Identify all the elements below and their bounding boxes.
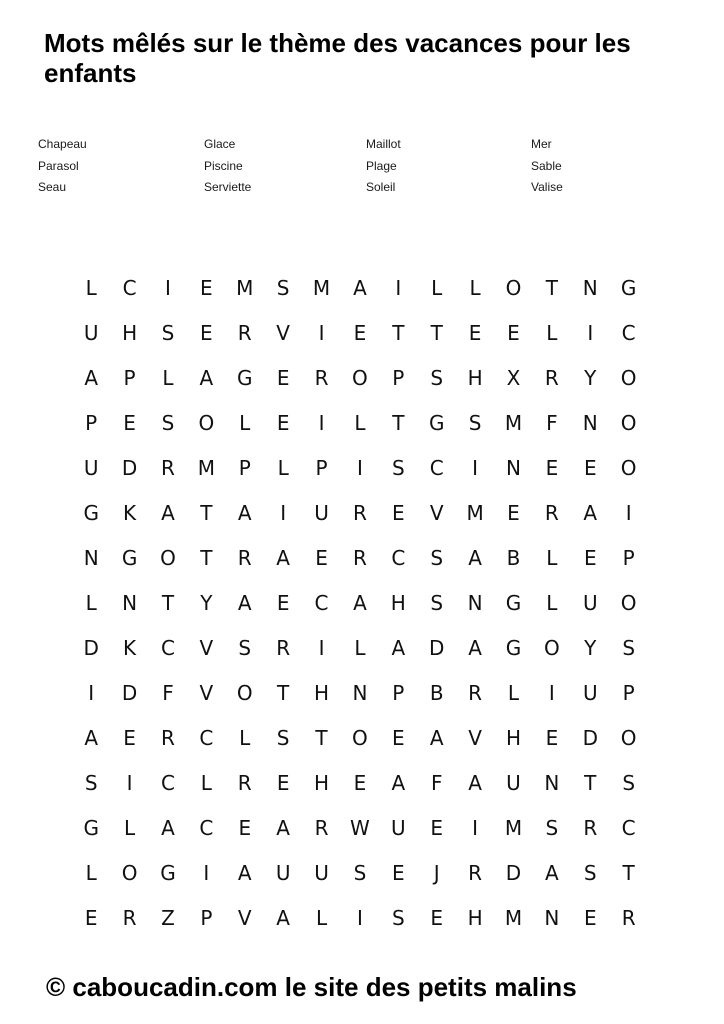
grid-letter: R [122,906,137,930]
grid-letter: D [505,861,522,885]
grid-letter: S [545,816,559,840]
grid-letter: C [314,591,329,615]
grid-letter: E [276,771,290,795]
grid-letter: H [122,321,138,345]
grid-letter: A [276,816,290,840]
grid-letter: A [237,591,252,615]
grid-letter: P [200,906,213,930]
grid-letter: L [239,411,251,435]
grid-letter: E [84,906,98,930]
grid-letter: A [161,501,175,525]
grid-row [72,446,648,491]
grid-letter: I [356,906,363,930]
grid-letter: F [430,771,443,795]
grid-letter: U [582,591,598,615]
grid-letter: G [160,861,176,885]
grid-letter: A [276,906,290,930]
word-item: Piscine [204,158,243,173]
word-item: Glace [204,137,236,151]
grid-letter: R [161,456,175,480]
word-column-3 [366,134,516,199]
grid-letter: L [315,906,328,930]
word-column-1 [38,134,188,199]
grid-letter: S [84,771,98,795]
grid-letter: L [85,591,97,615]
grid-letter: R [237,321,252,345]
grid-letter: I [126,771,133,795]
grid-letter: V [429,501,444,525]
word-column-4 [531,134,681,199]
grid-letter: D [429,636,445,660]
grid-letter: N [544,771,560,795]
grid-letter: T [392,411,405,435]
grid-row [72,851,648,896]
grid-row [72,401,648,446]
grid-letter: O [620,591,637,615]
grid-letter: B [506,546,521,570]
grid-letter: G [237,366,253,390]
grid-letter: N [352,681,368,705]
grid-letter: S [391,456,405,480]
grid-letter: C [160,636,175,660]
grid-letter: L [354,636,366,660]
grid-row [72,896,648,941]
grid-letter: S [430,366,444,390]
grid-letter: M [236,276,254,300]
word-item: Seau [38,180,67,194]
grid-letter: G [83,501,99,525]
grid-letter: U [275,861,291,885]
grid-letter: E [315,546,328,570]
grid-letter: N [122,591,138,615]
grid-letter: U [83,456,99,480]
grid-letter: E [200,276,213,300]
grid-letter: S [391,906,405,930]
word-item: Mer [531,137,552,151]
grid-letter: K [123,501,137,525]
grid-letter: N [83,546,99,570]
grid-letter: N [582,276,598,300]
grid-letter: V [237,906,252,930]
word-item: Maillot [366,137,401,151]
grid-letter: C [160,771,175,795]
grid-letter: T [392,321,405,345]
grid-row [72,671,648,716]
grid-letter: O [620,411,637,435]
grid-letter: E [507,321,520,345]
grid-letter: J [433,861,440,885]
grid-letter: E [468,321,482,345]
grid-letter: V [199,681,214,705]
grid-letter: V [468,726,482,750]
grid-letter: O [352,366,368,390]
grid-letter: X [506,366,521,390]
grid-letter: U [314,501,329,525]
grid-letter: E [545,726,559,750]
grid-letter: L [469,276,481,300]
grid-letter: U [506,771,521,795]
grid-letter: H [314,681,330,705]
grid-letter: C [429,456,444,480]
grid-letter: E [276,366,290,390]
grid-letter: A [237,501,252,525]
grid-letter: O [236,681,253,705]
grid-letter: Y [200,591,213,615]
grid-letter: T [277,681,290,705]
grid-letter: A [199,366,214,390]
grid-letter: M [197,456,215,480]
grid-letter: P [238,456,251,480]
grid-letter: S [238,636,252,660]
grid-letter: T [430,321,443,345]
grid-letter: P [315,456,328,480]
word-item: Parasol [38,158,79,173]
grid-letter: E [583,456,597,480]
grid-row [72,266,648,311]
grid-letter: L [85,276,97,300]
grid-letter: L [507,681,520,705]
grid-letter: L [200,771,212,795]
grid-letter: L [85,861,97,885]
grid-letter: L [546,546,558,570]
grid-letter: R [237,771,252,795]
grid-letter: O [544,636,560,660]
grid-letter: E [276,411,290,435]
grid-letter: A [429,726,444,750]
grid-letter: A [468,771,482,795]
grid-letter: A [161,816,175,840]
grid-letter: S [430,591,444,615]
grid-letter: A [276,546,290,570]
grid-letter: M [504,816,523,840]
grid-letter: N [582,411,598,435]
grid-letter: E [507,501,520,525]
grid-letter: P [123,366,136,390]
grid-letter: R [352,501,367,525]
grid-letter: E [583,546,597,570]
grid-letter: V [199,636,214,660]
grid-letter: O [620,726,637,750]
grid-letter: G [83,816,99,840]
grid-letter: E [353,321,367,345]
grid-letter: L [546,591,558,615]
grid-row [72,626,648,671]
grid-letter: I [587,321,594,345]
grid-letter: I [165,276,171,300]
page-title: Mots mêlés sur le thème des vacances pour les enfants [44,28,631,88]
grid-letter: S [276,276,290,300]
grid-row [72,356,648,401]
grid-letter: C [199,816,214,840]
grid-letter: P [85,411,98,435]
word-item: Valise [531,180,563,194]
grid-letter: P [392,366,405,390]
grid-row [72,761,648,806]
grid-letter: I [203,861,210,885]
grid-letter: D [582,726,598,750]
grid-row [72,581,648,626]
grid-letter: O [160,546,176,570]
grid-letter: Y [584,636,597,660]
grid-letter: A [353,276,367,300]
grid-letter: R [352,546,367,570]
grid-letter: A [353,591,367,615]
grid-row [72,806,648,851]
grid-letter: G [620,276,637,300]
grid-letter: E [583,906,597,930]
grid-letter: K [123,636,137,660]
grid-letter: C [391,546,406,570]
grid-letter: P [392,681,405,705]
grid-letter: A [237,861,252,885]
grid-letter: L [277,456,289,480]
grid-letter: U [391,816,406,840]
grid-letter: R [544,501,559,525]
grid-letter: E [392,501,405,525]
grid-letter: E [430,906,444,930]
grid-letter: H [505,726,522,750]
word-item: Chapeau [38,137,87,151]
grid-letter: N [544,906,560,930]
grid-letter: R [544,366,559,390]
grid-letter: A [84,726,99,750]
grid-letter: M [504,906,523,930]
grid-letter: Z [161,906,175,930]
grid-letter: O [620,456,637,480]
grid-letter: E [392,726,405,750]
grid-row [72,311,648,356]
grid-letter: I [88,681,95,705]
word-column-2 [204,134,354,199]
grid-letter: I [356,456,363,480]
grid-letter: D [121,456,138,480]
grid-letter: I [395,276,402,300]
grid-letter: G [505,636,522,660]
grid-letter: N [506,456,521,480]
grid-letter: F [162,681,174,705]
grid-letter: S [622,636,636,660]
grid-letter: R [621,906,636,930]
grid-letter: L [239,726,251,750]
grid-letter: E [200,321,213,345]
grid-letter: S [430,546,444,570]
grid-letter: I [472,456,479,480]
grid-letter: E [430,816,444,840]
grid-letter: A [391,771,406,795]
grid-letter: D [121,681,138,705]
grid-letter: G [505,591,522,615]
grid-letter: E [353,771,367,795]
grid-letter: S [276,726,290,750]
grid-letter: V [276,321,290,345]
word-item: Serviette [204,180,252,194]
grid-row [72,491,648,536]
grid-letter: E [123,411,136,435]
grid-letter: S [468,411,482,435]
grid-letter: A [391,636,406,660]
grid-letter: M [312,276,331,300]
grid-letter: E [276,591,290,615]
grid-row [72,716,648,761]
grid-letter: I [472,816,479,840]
letter-grid [72,266,648,941]
grid-letter: T [315,726,328,750]
grid-letter: C [199,726,214,750]
footer-credit: © caboucadin.com le site des petits malins [46,972,577,1002]
grid-letter: A [583,501,598,525]
grid-letter: S [583,861,597,885]
grid-letter: T [584,771,597,795]
grid-letter: W [350,816,370,840]
grid-letter: L [431,276,443,300]
grid-letter: T [161,591,175,615]
grid-letter: O [505,276,522,300]
grid-letter: T [622,861,635,885]
grid-letter: E [392,861,405,885]
grid-letter: M [504,411,523,435]
grid-letter: R [314,816,329,840]
grid-letter: R [468,861,483,885]
grid-letter: R [583,816,598,840]
grid-letter: U [582,681,598,705]
grid-letter: R [314,366,329,390]
grid-letter: P [622,546,635,570]
grid-letter: O [121,861,138,885]
grid-letter: S [161,321,175,345]
grid-letter: T [545,276,558,300]
grid-letter: D [83,636,99,660]
grid-letter: L [546,321,558,345]
word-item: Plage [366,158,397,173]
grid-letter: S [353,861,367,885]
grid-letter: E [123,726,136,750]
grid-letter: Y [584,366,597,390]
grid-letter: F [546,411,558,435]
grid-row [72,536,648,581]
grid-letter: A [468,546,482,570]
grid-letter: P [622,681,635,705]
grid-letter: S [622,771,636,795]
grid-letter: I [318,636,325,660]
grid-letter: O [352,726,368,750]
grid-letter: L [354,411,366,435]
grid-letter: G [121,546,138,570]
grid-letter: O [620,366,637,390]
grid-letter: R [276,636,291,660]
grid-letter: R [237,546,252,570]
grid-letter: H [467,366,483,390]
grid-letter: H [314,771,330,795]
grid-letter: I [318,321,325,345]
grid-letter: T [200,546,213,570]
grid-letter: G [428,411,445,435]
grid-letter: I [625,501,632,525]
grid-letter: A [545,861,559,885]
grid-letter: U [314,861,329,885]
grid-letter: E [238,816,252,840]
grid-letter: I [318,411,325,435]
grid-letter: L [162,366,174,390]
grid-letter: U [83,321,99,345]
grid-letter: H [467,906,483,930]
grid-letter: B [429,681,444,705]
word-item: Sable [531,158,562,173]
grid-letter: H [390,591,406,615]
grid-letter: R [161,726,175,750]
grid-letter: I [280,501,287,525]
grid-letter: A [84,366,99,390]
grid-letter: C [621,321,636,345]
grid-letter: A [468,636,482,660]
grid-letter: M [466,501,484,525]
grid-letter: I [548,681,555,705]
grid-letter: C [122,276,137,300]
grid-letter: L [124,816,136,840]
grid-letter: N [467,591,483,615]
word-item: Soleil [366,180,396,194]
grid-letter: O [198,411,215,435]
grid-letter: E [545,456,559,480]
grid-letter: S [161,411,175,435]
grid-letter: T [200,501,213,525]
grid-letter: R [468,681,483,705]
grid-letter: C [621,816,636,840]
